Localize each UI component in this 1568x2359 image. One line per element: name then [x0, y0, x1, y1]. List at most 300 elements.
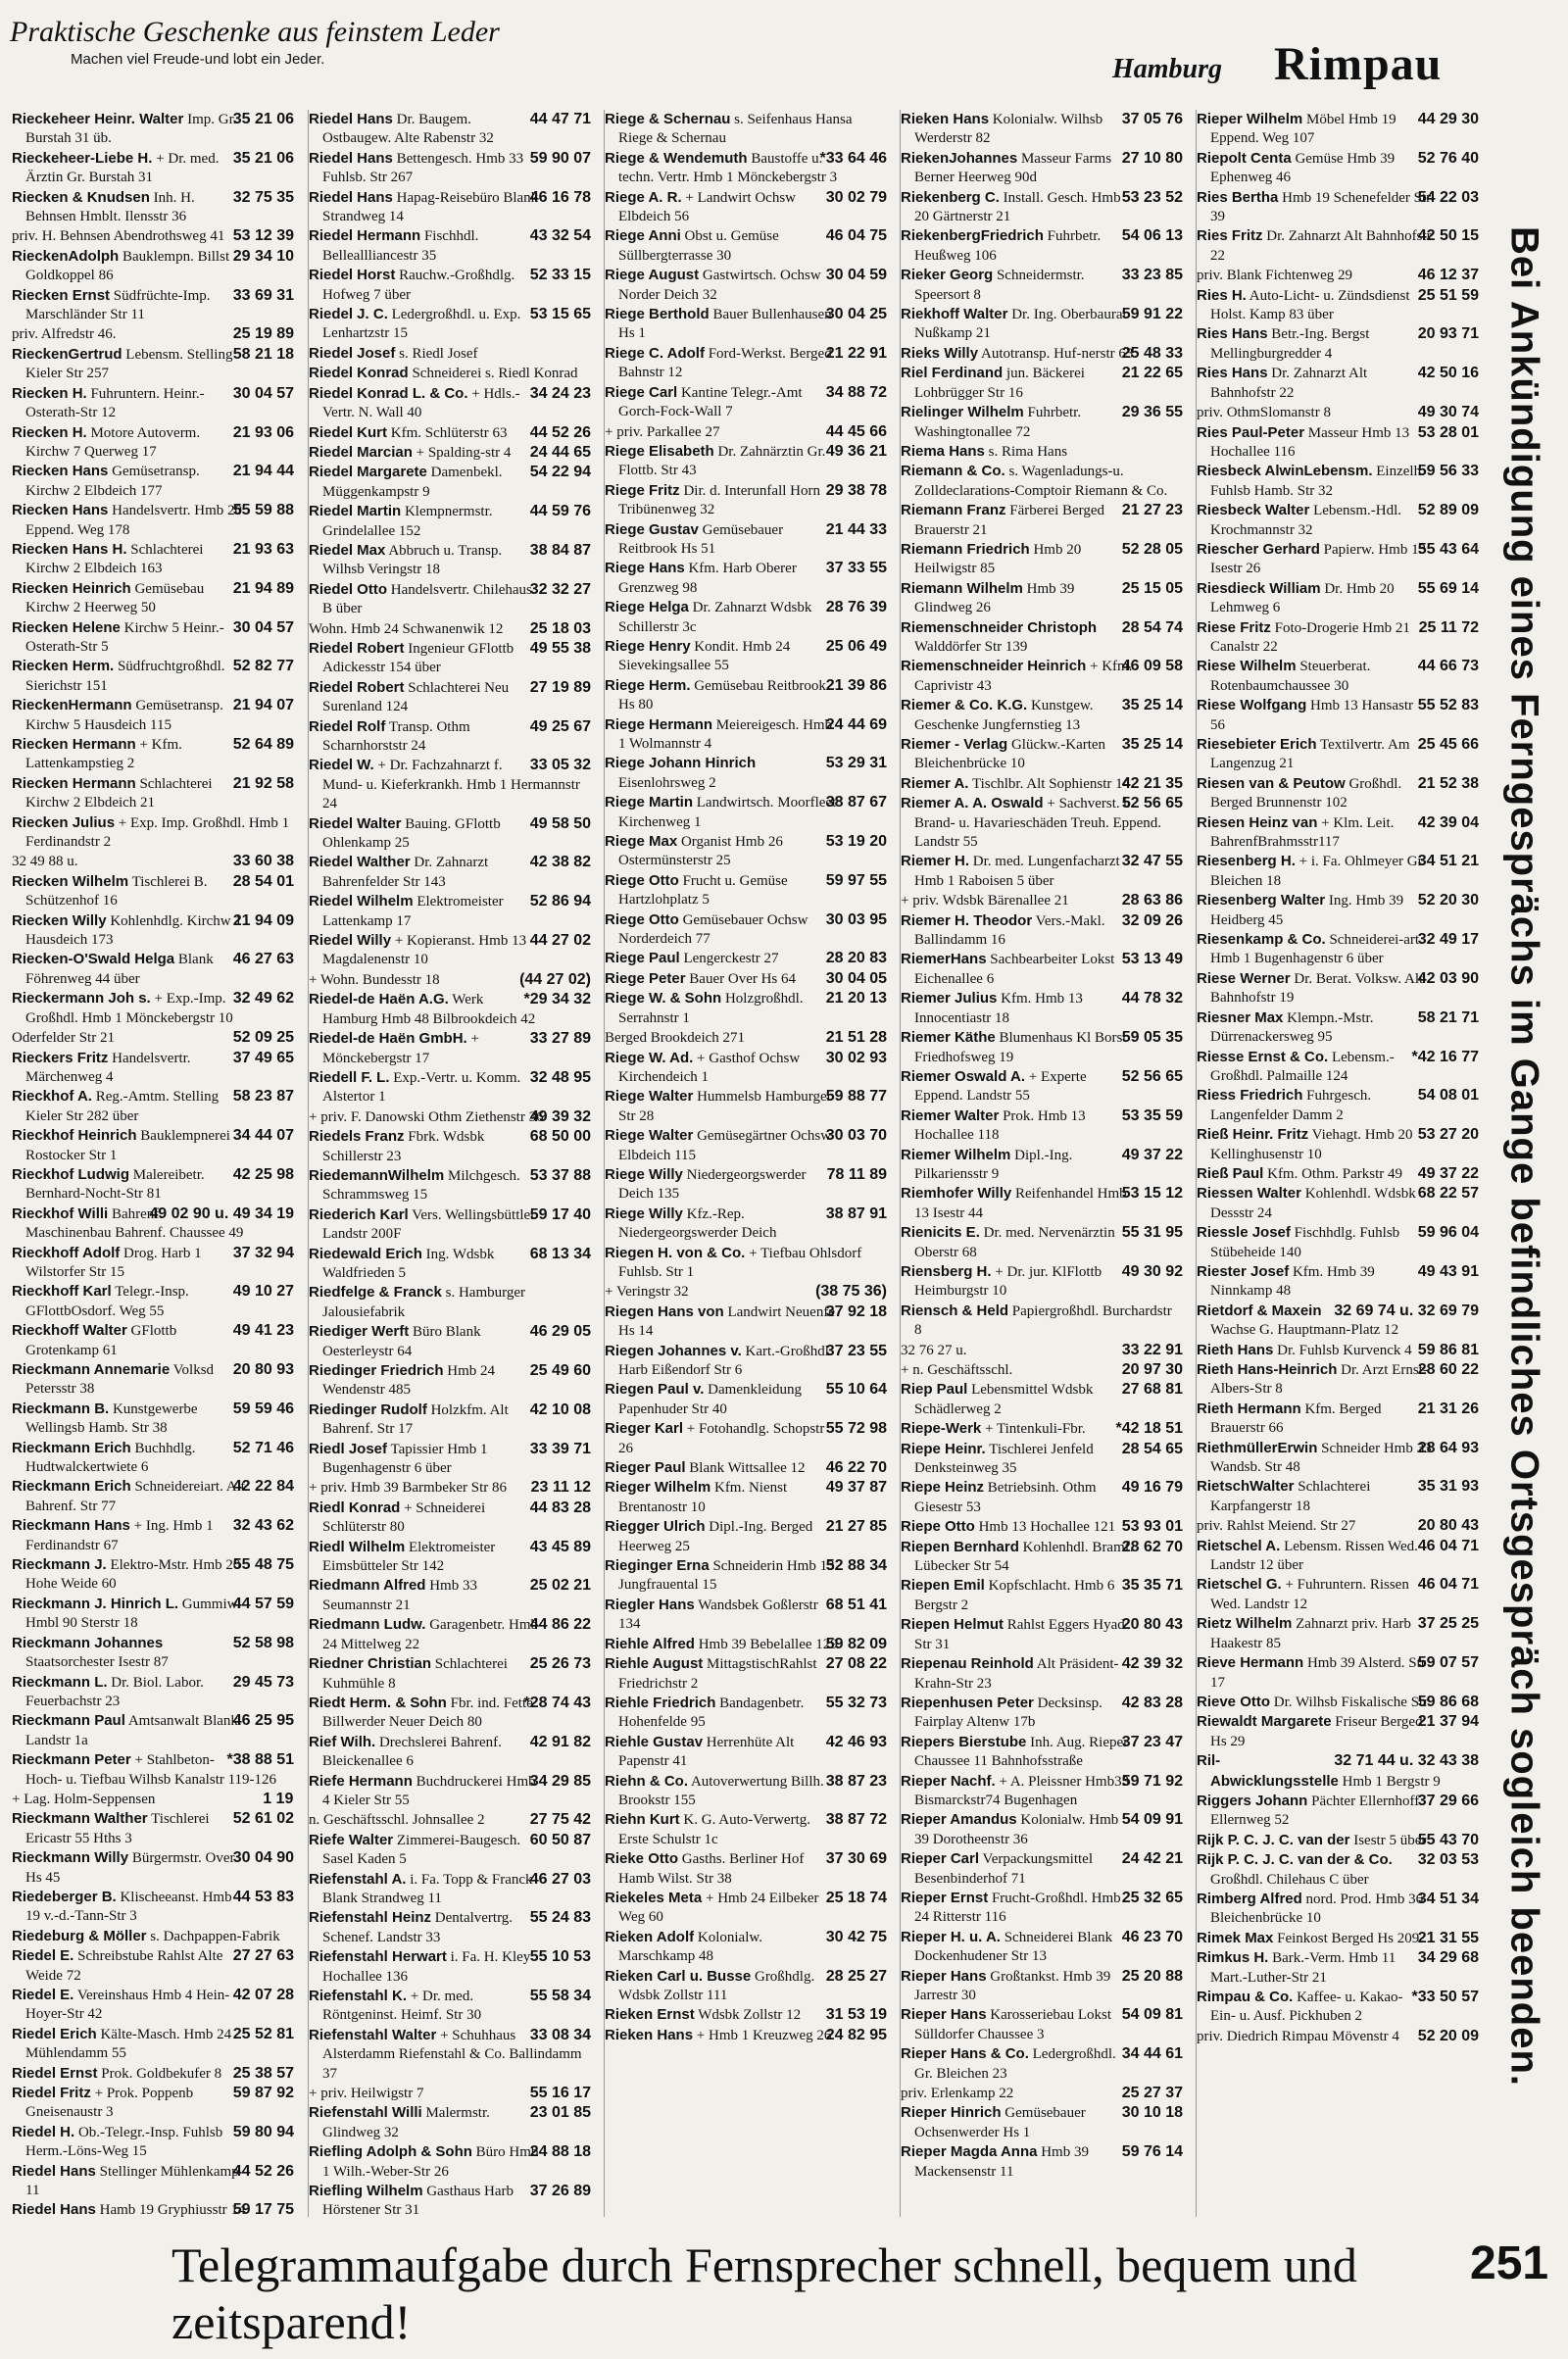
entry-details: Frucht u. Gemüse Hartzlohplatz 5 [618, 872, 788, 909]
directory-entry [309, 1772, 591, 1811]
entry-phone: 25 32 65 [1121, 1889, 1183, 1906]
entry-phone: 25 48 33 [1121, 344, 1183, 362]
entry-phone: 46 04 75 [825, 227, 887, 245]
entry-details: Kolonialw. Hmb 39 Dorotheenstr 36 [914, 1812, 1119, 1847]
entry-name: Rieve Hermann [1197, 1654, 1304, 1672]
entry-phone: 49 37 22 [1417, 1164, 1479, 1182]
directory-entry [309, 226, 591, 266]
directory-entry [605, 969, 887, 989]
entry-name: Rieckhof Ludwig [12, 1165, 129, 1183]
directory-entry [309, 463, 591, 502]
entry-phone: *42 16 77 [1411, 1048, 1479, 1065]
directory-entry [12, 774, 294, 813]
directory-entry [605, 1635, 887, 1654]
entry-phone: 25 52 81 [232, 2025, 294, 2042]
entry-details: Blank Wittsallee 12 [689, 1460, 806, 1477]
entry-details: priv. OthmSlomanstr 8 [1197, 405, 1331, 421]
entry-phone: 25 27 37 [1121, 2085, 1183, 2102]
entry-details: Schneidermstr. Speersort 8 [914, 268, 1085, 303]
entry-details: Niedergeorgswerder Deich 135 [618, 1166, 807, 1203]
directory-entry [12, 1809, 294, 1848]
entry-phone: 58 23 87 [232, 1088, 294, 1106]
entry-details: Schneiderin Hmb 13 Jungfrauental 15 [618, 1558, 835, 1594]
directory-entry [1197, 618, 1479, 658]
entry-phone: 42 50 15 [1417, 227, 1479, 245]
entry-details: 32 76 27 u. [901, 1342, 967, 1358]
entry-name: Riefenstahl Heinz [309, 1909, 432, 1927]
entry-details: Einzelh. Fuhlsb Hamb. Str 32 [1210, 464, 1425, 499]
entry-phone: 59 86 68 [1417, 1693, 1479, 1710]
directory-entry [901, 540, 1183, 579]
entry-details: Transp. Othm Scharnhorststr 24 [322, 718, 470, 754]
directory-entry [1197, 774, 1479, 813]
entry-details: Kälte-Masch. Hmb 24 Mühlendamm 55 [25, 2026, 232, 2062]
entry-phone: 52 88 34 [825, 1557, 887, 1575]
entry-name: Riege Otto [605, 871, 679, 889]
entry-details: Abbruch u. Transp. Wilhsb Veringstr 18 [322, 542, 503, 578]
directory-entry [1197, 1948, 1479, 1988]
entry-details: Südfruchtgroßhdl. Sierichstr 151 [25, 659, 225, 694]
entry-name: Riedel Ernst [12, 2064, 98, 2082]
entry-name: Riedel-de Haën GmbH. [309, 1030, 467, 1048]
entry-details: Feinkost Berged Hs 209 [1277, 1930, 1420, 1946]
directory-entry [309, 1361, 591, 1401]
entry-name: Rieker Georg [901, 267, 994, 284]
directory-entry [12, 324, 294, 344]
entry-name: Rieckmann Peter [12, 1751, 131, 1769]
entry-phone: 59 80 94 [232, 2123, 294, 2140]
directory-entry [605, 1380, 887, 1419]
entry-phone: 29 45 73 [232, 1673, 294, 1691]
directory-entry [1197, 364, 1479, 403]
entry-name: Rieckmann L. [12, 1673, 108, 1691]
entry-name: Rimek Max [1197, 1929, 1274, 1946]
entry-name: Ries Hans [1197, 365, 1268, 382]
entry-phone: 28 62 70 [1121, 1538, 1183, 1555]
directory-entry [1197, 1086, 1479, 1125]
entry-phone: 42 83 28 [1121, 1694, 1183, 1711]
directory-entry [309, 443, 591, 463]
entry-details: + Hmb 24 Eilbeker Weg 60 [618, 1890, 819, 1926]
entry-phone: 1 19 [263, 1790, 294, 1807]
entry-details: Kfm. Berged Brauerstr 66 [1210, 1401, 1382, 1437]
entry-name: Riedel E. [12, 1947, 74, 1965]
entry-details: Kunstgewerbe Wellingsb Hamb. Str 38 [25, 1401, 198, 1437]
entry-phone: 53 13 49 [1121, 951, 1183, 968]
entry-name: Riecken Helene [12, 618, 121, 636]
entry-phone: 21 27 23 [1121, 502, 1183, 519]
directory-entry [901, 774, 1183, 794]
entry-details: Motore Autoverm. Kirchw 7 Querweg 17 [25, 424, 201, 460]
entry-details: Kfm. Othm. Parkstr 49 [1267, 1165, 1403, 1182]
entry-phone: 59 87 92 [232, 2085, 294, 2102]
entry-details: Schneiderei Blank Dockenhudener Str 13 [914, 1929, 1113, 1965]
directory-entry [309, 1283, 591, 1322]
directory-entry [12, 1028, 294, 1048]
entry-phone: 52 64 89 [232, 736, 294, 753]
entry-phone: 59 05 35 [1121, 1029, 1183, 1047]
entry-details: + Tintenkuli-Fbr. [985, 1421, 1086, 1438]
entry-name: Riedel Hans [309, 149, 393, 167]
directory-entry [901, 266, 1183, 305]
directory-entry [605, 1342, 887, 1381]
entry-phone: 38 87 91 [825, 1204, 887, 1222]
entry-phone: 25 06 49 [825, 637, 887, 655]
directory-entry [1197, 1516, 1479, 1536]
entry-name: Riemer H. [901, 853, 970, 870]
entry-name: Riehle August [605, 1655, 704, 1673]
directory-entry [605, 1028, 887, 1048]
entry-name: Riemann & Co. [901, 463, 1005, 480]
entry-phone: 46 16 78 [529, 188, 591, 206]
entry-phone: 44 52 26 [232, 2162, 294, 2180]
entry-phone: 27 75 42 [529, 1811, 591, 1829]
entry-details: Lebensm. Rissen Wed. Landstr 12 über [1210, 1538, 1418, 1574]
entry-name: Riekhoff Walter [901, 306, 1008, 323]
entry-details: Exp.-Vertr. u. Komm. Alstertor 1 [322, 1069, 521, 1106]
entry-details: Fuhrgesch. Langenfelder Damm 2 [1210, 1088, 1372, 1123]
entry-phone: 33 05 32 [529, 757, 591, 774]
directory-entry [12, 1321, 294, 1360]
entry-phone: 52 76 40 [1417, 149, 1479, 167]
directory-entry [901, 618, 1183, 658]
entry-name: Riedel Hans [309, 111, 393, 127]
entry-phone: 59 90 07 [529, 149, 591, 167]
entry-phone: 30 04 59 [825, 267, 887, 284]
entry-name: Ril-Abwicklungsstelle [1197, 1752, 1339, 1790]
entry-name: Riedel Fritz [12, 2085, 91, 2102]
entry-details: + Hmb 1 Kreuzweg 26 [696, 2027, 832, 2043]
entry-details: Gummiw. Hmbl 90 Sterstr 18 [25, 1596, 241, 1632]
entry-details: priv. Erlenkamp 22 [901, 2086, 1014, 2102]
directory-entry [1197, 1537, 1479, 1576]
entry-details: + Dr. med. Röntgeninst. Heimf. Str 30 [322, 1989, 482, 2024]
entry-name: Riepen Helmut [901, 1616, 1004, 1634]
entry-name: Riemer Oswald A. [901, 1067, 1025, 1085]
entry-name: Riggers Johann [1197, 1792, 1308, 1809]
entry-phone: 34 44 61 [1121, 2045, 1183, 2063]
entry-name: Riepe-Werk [901, 1420, 982, 1438]
entry-details: + Dr. jur. KlFlottb Heimburgstr 10 [914, 1263, 1102, 1300]
entry-name: Riegen H. von & Co. [605, 1244, 746, 1261]
entry-name: Rieß Heinr. Fritz [1197, 1126, 1309, 1144]
entry-details: Frucht-Großhdl. Hmb 24 Ritterstr 116 [914, 1890, 1121, 1926]
entry-phone: 31 53 19 [825, 2006, 887, 2024]
entry-phone: 21 39 86 [825, 676, 887, 694]
entry-name: Riemer A. A. Oswald [901, 795, 1044, 812]
entry-phone: 30 04 25 [825, 306, 887, 323]
entry-name: Rieper Magda Anna [901, 2143, 1038, 2161]
entry-name: Riessen Walter [1197, 1185, 1301, 1203]
entry-details: Tischlerei Jenfeld Denksteinweg 35 [914, 1441, 1094, 1477]
entry-details: Kfm. Nienst Brentanostr 10 [618, 1480, 788, 1515]
entry-details: Dr. Hmb 20 Lehmweg 6 [1210, 580, 1395, 616]
entry-name: Riedel Martin [309, 503, 402, 520]
entry-details: Wdsbk Zollstr 12 [698, 2007, 802, 2024]
directory-entry [901, 657, 1183, 696]
footer-tagline: Telegrammaufgabe durch Fernsprecher schnell, bequem und zeitsparend! [172, 2237, 1357, 2349]
entry-phone: *38 88 51 [226, 1751, 294, 1769]
entry-details: i. Fa. Topp & Franck Blank Strandweg 11 [322, 1871, 533, 1906]
entry-name: Riemann Friedrich [901, 540, 1030, 558]
entry-details: Tischlerei Ericastr 55 Hths 3 [25, 1811, 210, 1846]
entry-details: Südfrüchte-Imp. Marschländer Str 11 [25, 287, 211, 323]
entry-name: Riesebieter Erich [1197, 736, 1317, 753]
entry-phone: 52 61 02 [232, 1810, 294, 1828]
entry-details: Hummelsb Hamburger Str 28 [618, 1089, 832, 1124]
entry-details: Dir. d. Interunfall Horn Tribünenweg 32 [618, 482, 820, 518]
entry-details: Dr. med. Lungenfacharzt Hmb 1 Raboisen 5 über [914, 854, 1120, 889]
directory-entry [901, 501, 1183, 540]
entry-details: Elektro-Mstr. Hmb 20 Hohe Weide 60 [25, 1557, 241, 1593]
entry-name: Riedels Franz [309, 1128, 405, 1146]
entry-phone: 28 20 83 [825, 950, 887, 967]
entry-name: Rieckhoff Adolf [12, 1244, 121, 1261]
entry-name: Rieginger Erna [605, 1557, 710, 1575]
entry-name: Riege Carl [605, 383, 678, 401]
directory-entry [309, 1576, 591, 1615]
entry-name: Riess Friedrich [1197, 1087, 1303, 1105]
directory-entry [309, 853, 591, 892]
entry-name: Rieger Wilhelm [605, 1479, 711, 1497]
directory-entry [605, 910, 887, 950]
directory-entry [309, 266, 591, 305]
entry-phone: 30 03 70 [825, 1127, 887, 1145]
entry-details: Lebensm. Stelling Kieler Str 257 [25, 346, 233, 382]
entry-name: Rieth Hermann [1197, 1400, 1301, 1417]
entry-name: Riese Werner [1197, 969, 1291, 987]
entry-name: Riedeberger B. [12, 1888, 117, 1905]
entry-name: Rietdorf & Maxein [1197, 1302, 1322, 1319]
entry-name: Riege Herm. [605, 676, 691, 694]
entry-details: Landwirtsch. Moorfleet Kirchenweg 1 [618, 795, 837, 830]
entry-phone: 21 51 28 [825, 1029, 887, 1047]
entry-name: Riedfelge & Franck [309, 1284, 442, 1302]
entry-phone: 21 22 91 [825, 344, 887, 362]
entry-name: Riepers Bierstube [901, 1733, 1027, 1750]
directory-entry [12, 579, 294, 618]
entry-details: Gemüsebauer Ochsw Norderdeich 77 [618, 911, 808, 948]
entry-details: Hmb 13 Hochallee 121 [978, 1519, 1116, 1536]
city-heading: Hamburg [1112, 54, 1223, 84]
entry-name: Rieckmann J. Hinrich L. [12, 1595, 179, 1612]
entry-details: Dr. Zahnarzt Wdsbk Schillerstr 3c [618, 600, 812, 635]
directory-entry [12, 423, 294, 463]
directory-entry [309, 678, 591, 717]
entry-details: Drechslerei Bahrenf. Bleickenallee 6 [322, 1734, 502, 1770]
entry-details: Gastwirtsch. Ochsw Norder Deich 32 [618, 268, 821, 303]
entry-name: Riesenberg Walter [1197, 892, 1326, 909]
entry-phone: 52 56 65 [1121, 1067, 1183, 1085]
entry-name: Riege Max [605, 833, 678, 851]
entry-details: priv. Blank Fichtenweg 29 [1197, 268, 1353, 284]
entry-details: + Gasthof Ochsw Kirchendeich 1 [618, 1050, 801, 1085]
entry-details: Bark.-Verm. Hmb 11 Mart.-Luther-Str 21 [1210, 1950, 1396, 1986]
directory-entry [605, 1087, 887, 1126]
entry-name: Rieckeheer Heinr. Walter [12, 111, 184, 127]
directory-entry [309, 1654, 591, 1694]
entry-phone: 28 54 74 [1121, 618, 1183, 636]
entry-phone: 53 37 88 [529, 1166, 591, 1184]
entry-details: Meiereigesch. Hmb 1 Wolmannstr 4 [618, 716, 833, 752]
entry-name: Riemann Wilhelm [901, 579, 1023, 597]
entry-details: Hmb 1 Bergstr 9 [1342, 1773, 1441, 1790]
directory-entry [1197, 657, 1479, 696]
entry-details: Organist Hmb 26 Ostermünsterstr 25 [618, 834, 783, 869]
entry-details: Lengerckestr 27 [683, 951, 779, 967]
entry-name: Rieth Hans [1197, 1341, 1274, 1358]
entry-phone: 54 09 91 [1121, 1811, 1183, 1829]
entry-phone: 55 24 83 [529, 1909, 591, 1927]
directory-entry [12, 286, 294, 325]
directory-entry [901, 1341, 1183, 1360]
entry-details: Rahlst Eggers Hyad Str 31 [914, 1617, 1125, 1652]
directory-entry [309, 1499, 591, 1538]
directory-entry [901, 1028, 1183, 1067]
entry-details: Foto-Drogerie Hmb 21 Canalstr 22 [1210, 619, 1410, 655]
entry-phone: 42 39 04 [1417, 813, 1479, 831]
directory-entry [309, 1694, 591, 1733]
entry-name: RieckenHermann [12, 697, 132, 714]
directory-entry [901, 188, 1183, 227]
directory-entry [12, 618, 294, 658]
directory-entry [1197, 423, 1479, 463]
entry-details: Schneiderei-art. Hmb 1 Bugenhagenstr 6 über [1210, 932, 1423, 967]
directory-entry [901, 696, 1183, 735]
entry-name: RieckenAdolph [12, 247, 120, 265]
entry-name: Rieckmann Hans [12, 1517, 130, 1535]
entry-details: Betriebsinh. Othm Giesestr 53 [914, 1480, 1097, 1515]
entry-name: Riege Hans [605, 560, 685, 577]
entry-name: Riegen Johannes v. [605, 1342, 742, 1359]
entry-name: Ries Fritz [1197, 227, 1263, 245]
entry-details: Schlachterei Neu Surenland 124 [322, 679, 510, 715]
entry-name: Riecken Hermann [12, 774, 136, 792]
entry-details: Alt Präsident-Krahn-Str 23 [914, 1656, 1119, 1692]
entry-name: Riedel Max [309, 541, 386, 559]
entry-details: + Kopieranst. Hmb 13 Magdalenenstr 10 [322, 933, 527, 968]
directory-entry [12, 872, 294, 911]
entry-name: Riefenstahl Walter [309, 2026, 437, 2043]
entry-details: Staatsorchester Isestr 87 [25, 1654, 169, 1671]
entry-phone: 37 25 25 [1417, 1615, 1479, 1633]
entry-details: + priv. Heilwigstr 7 [309, 2086, 424, 2102]
directory-entry [1197, 1184, 1479, 1223]
entry-phone: 46 25 95 [232, 1712, 294, 1730]
entry-phone: 53 28 01 [1417, 423, 1479, 441]
entry-phone: 34 29 68 [1417, 1949, 1479, 1967]
entry-name: Riemer Käthe [901, 1029, 996, 1047]
entry-name: Riemenschneider Heinrich [901, 658, 1087, 675]
directory-entry [309, 1615, 591, 1654]
directory-entry [12, 149, 294, 188]
directory-entry [1197, 188, 1479, 227]
entry-name: Rielinger Wilhelm [901, 404, 1024, 421]
entry-phone: 38 87 23 [825, 1772, 887, 1790]
directory-entry [309, 970, 591, 990]
entry-name: Riedel Otto [309, 580, 388, 598]
entry-name: Riemer Julius [901, 990, 998, 1007]
entry-name: Riehn Kurt [605, 1811, 680, 1829]
entry-name: Riege Gustav [605, 520, 699, 538]
directory-entry [901, 891, 1183, 910]
entry-name: Rijk P. C. J. C. van der [1197, 1831, 1350, 1848]
entry-phone: 23 11 12 [530, 1479, 591, 1497]
directory-entry [901, 364, 1183, 403]
entry-name: Riecken-O'Swald Helga [12, 951, 175, 968]
directory-entry [1197, 1850, 1479, 1890]
entry-name: Riescher Gerhard [1197, 540, 1320, 558]
entry-details: 32 49 88 u. [12, 854, 78, 870]
entry-phone: 54 22 03 [1417, 188, 1479, 206]
entry-name: Riedel E. [12, 1987, 74, 2003]
directory-entry [309, 2142, 591, 2182]
directory-entry [605, 1165, 887, 1204]
directory-entry [1197, 1890, 1479, 1929]
entry-name: Riege Fritz [605, 481, 680, 499]
entry-phone: 52 20 30 [1417, 892, 1479, 909]
entry-name: Riemann Franz [901, 502, 1006, 519]
entry-name: Riepenhusen Peter [901, 1694, 1034, 1711]
entry-details: priv. H. Behnsen Abendrothsweg 41 [12, 228, 225, 245]
entry-phone: 32 48 95 [529, 1068, 591, 1086]
directory-entry [1197, 930, 1479, 969]
entry-details: Fuhrbetr. Heußweg 106 [914, 228, 1102, 264]
directory-entry [901, 1106, 1183, 1146]
entry-name: Riesdieck William [1197, 579, 1321, 597]
directory-entry [309, 1440, 591, 1479]
entry-name: Rieth Hans-Heinrich [1197, 1361, 1338, 1378]
entry-phone: 42 10 08 [529, 1401, 591, 1418]
directory-entry [901, 1302, 1183, 1341]
entry-name: Ries Hans [1197, 325, 1268, 343]
entry-phone: 35 31 93 [1417, 1478, 1479, 1496]
entry-phone: 55 43 70 [1417, 1831, 1479, 1848]
entry-phone: 30 10 18 [1121, 2104, 1183, 2122]
entry-phone: 37 29 66 [1417, 1792, 1479, 1809]
entry-phone: 44 83 28 [529, 1499, 591, 1516]
entry-details: + Fotohandlg. Schopstr 26 [618, 1421, 825, 1456]
entry-name: Riesen Heinz van [1197, 813, 1318, 831]
entry-name: Riekenberg C. [901, 188, 1000, 206]
entry-phone: 52 28 05 [1121, 540, 1183, 558]
entry-name: Riege Helga [605, 599, 689, 616]
directory-entry [309, 2182, 591, 2217]
entry-phone: 27 27 63 [232, 1947, 294, 1965]
entry-name: Riege & Wendemuth [605, 149, 748, 167]
entry-phone: 52 89 09 [1417, 502, 1479, 519]
entry-name: Riessle Josef [1197, 1224, 1291, 1242]
entry-phone: 25 49 60 [529, 1362, 591, 1379]
entry-phone: 37 30 69 [825, 1850, 887, 1868]
directory-entry [12, 911, 294, 951]
directory-entry [309, 110, 591, 149]
directory-entry [1197, 1792, 1479, 1831]
entry-details: Großhdlg. Wdsbk Zollstr 111 [618, 1968, 815, 2003]
entry-details: Großhdl. Chilehaus C über [1210, 1871, 1369, 1888]
entry-name: RiemerHans [901, 951, 987, 968]
directory-entry [901, 1223, 1183, 1262]
entry-details: Reifenhandel Hmb 13 Isestr 44 [914, 1186, 1127, 1221]
entry-name: Riegler Hans [605, 1596, 695, 1613]
directory-entry [1197, 696, 1479, 735]
entry-name: Rieper Hans [901, 2006, 987, 2024]
entry-phone: 37 23 47 [1121, 1733, 1183, 1750]
entry-phone: 44 66 73 [1417, 658, 1479, 675]
directory-entry [901, 344, 1183, 364]
directory-entry [12, 226, 294, 246]
entry-details: Kfm. Hmb 13 Innocentiastr 18 [914, 991, 1083, 1026]
